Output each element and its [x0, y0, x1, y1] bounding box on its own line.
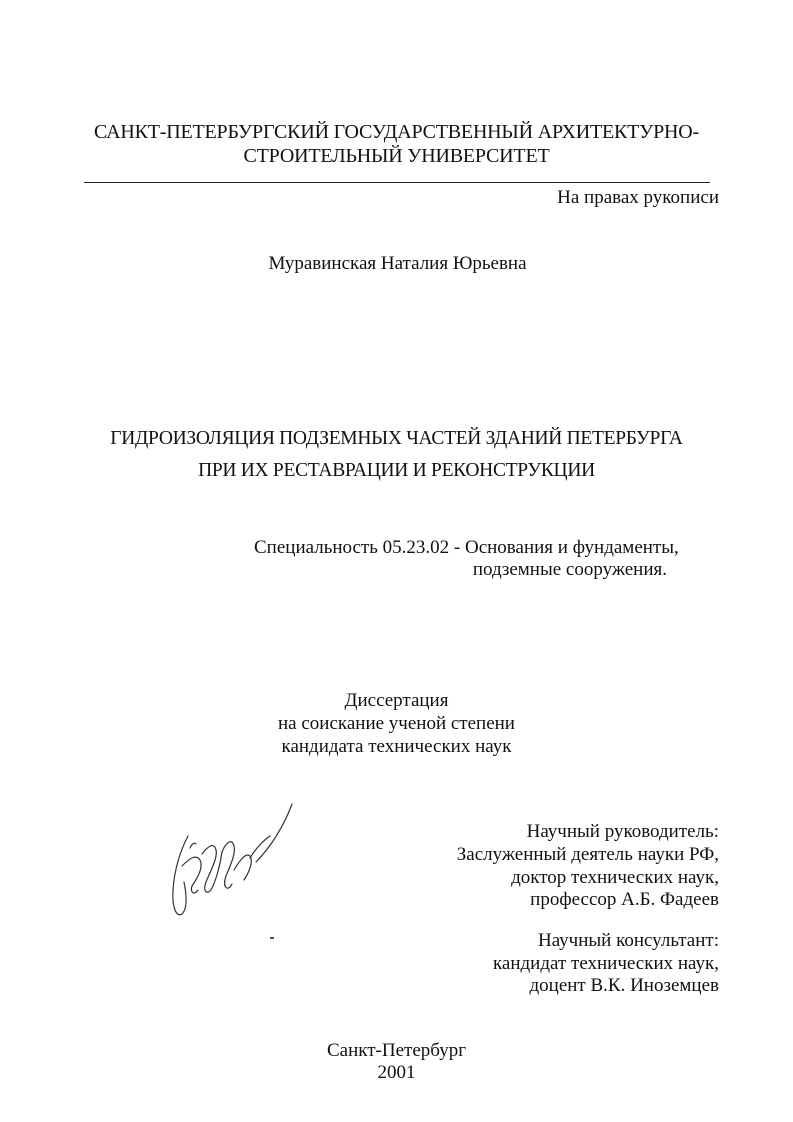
- specialty-line-2: подземные сооружения.: [472, 559, 667, 580]
- footer-city: Санкт-Петербург: [326, 1040, 466, 1061]
- supervisor-name: профессор А.Б. Фадеев: [530, 889, 719, 910]
- scan-speck: [270, 937, 274, 939]
- thesis-type-line-1: Диссертация: [344, 690, 449, 711]
- thesis-type-line-2: на соискание ученой степени: [278, 713, 515, 734]
- consultant-degree: кандидат технических наук,: [492, 953, 719, 974]
- thesis-title-line-2: ПРИ ИХ РЕСТАВРАЦИИ И РЕКОНСТРУКЦИИ: [198, 460, 595, 481]
- handwritten-signature: [160, 796, 300, 936]
- specialty-line-1: Специальность 05.23.02 - Основания и фундаменты,: [254, 537, 679, 558]
- thesis-type-line-3: кандидата технических наук: [281, 736, 512, 757]
- author-name: Муравинская Наталия Юрьевна: [268, 253, 527, 274]
- footer-year: 2001: [377, 1062, 416, 1083]
- consultant-name: доцент В.К. Иноземцев: [529, 975, 719, 996]
- supervisor-title: Заслуженный деятель науки РФ,: [456, 844, 719, 865]
- supervisor-degree: доктор технических наук,: [511, 867, 719, 888]
- university-name-line-2: СТРОИТЕЛЬНЫЙ УНИВЕРСИТЕТ: [243, 145, 550, 167]
- consultant-heading: Научный консультант:: [537, 930, 719, 951]
- manuscript-note: На правах рукописи: [557, 187, 719, 208]
- thesis-title-line-1: ГИДРОИЗОЛЯЦИЯ ПОДЗЕМНЫХ ЧАСТЕЙ ЗДАНИЙ ПЕТЕРБУРГА: [110, 428, 683, 449]
- university-name-line-1: САНКТ-ПЕТЕРБУРГСКИЙ ГОСУДАРСТВЕННЫЙ АРХИТЕКТУРНО-: [94, 121, 699, 143]
- header-divider: [84, 182, 710, 183]
- supervisor-heading: Научный руководитель:: [526, 821, 719, 842]
